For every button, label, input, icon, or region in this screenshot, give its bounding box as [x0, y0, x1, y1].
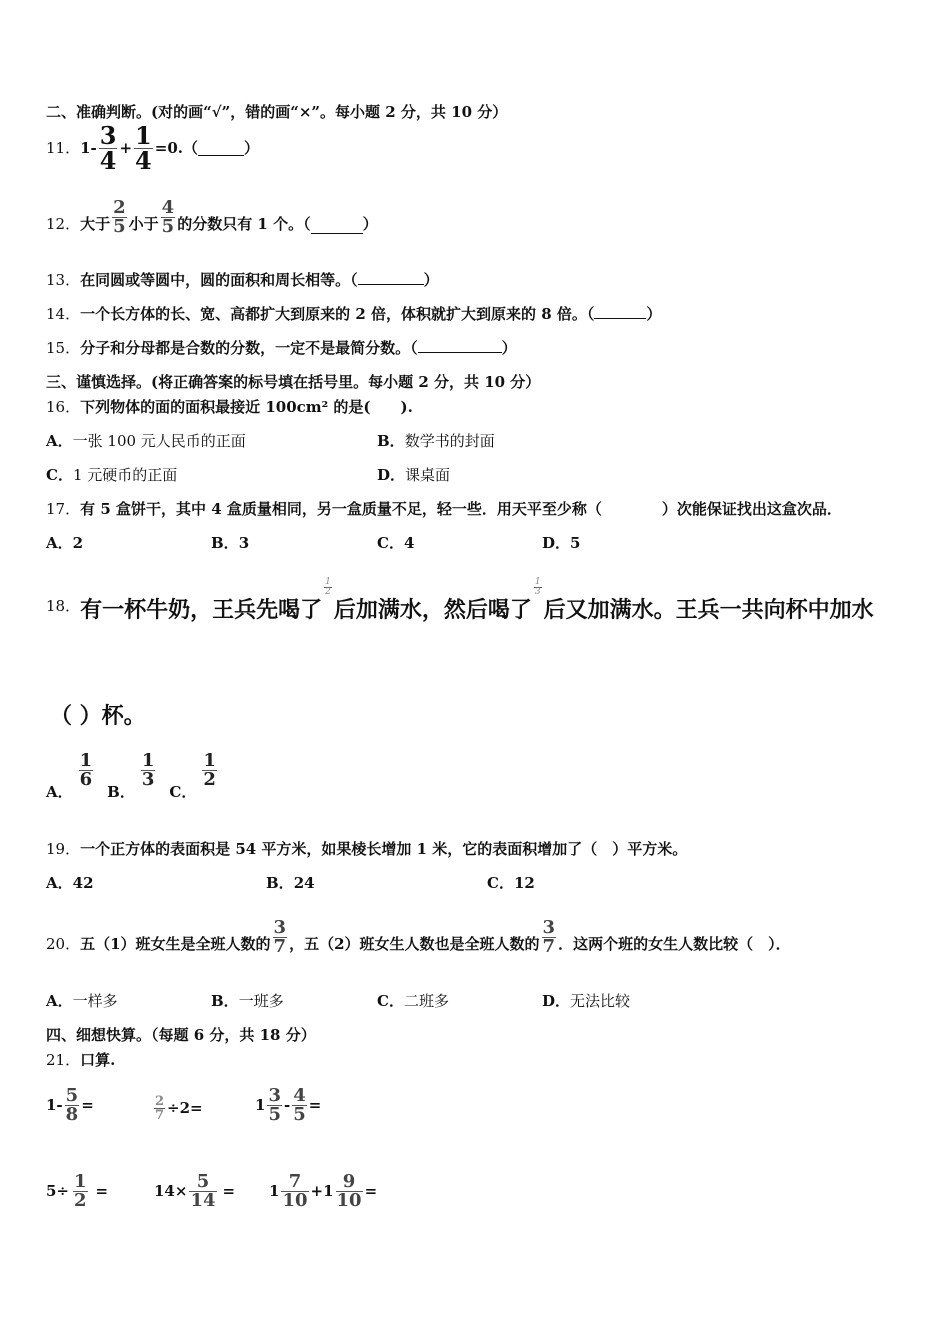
question-number: 20． — [46, 935, 81, 953]
q17-option-b[interactable]: B．3 — [211, 534, 250, 552]
q16-option-b[interactable]: B．数学书的封面 — [377, 432, 495, 450]
question-18-line2: （ ）杯。 — [50, 703, 146, 729]
text: 大于 — [80, 215, 111, 233]
question-number: 21． — [46, 1051, 81, 1069]
section-3-title: 三、谨慎选择。(将正确答案的标号填在括号里。每小题 2 分，共 10 分） — [46, 373, 541, 391]
close-paren: ） — [501, 339, 517, 357]
text: 五（1）班女生是全班人数的 — [80, 935, 271, 953]
text: 的分数只有 1 个。（ — [177, 215, 311, 233]
question-number: 18． — [46, 597, 81, 615]
question-text: 在同圆或等圆中，圆的面积和周长相等。（ — [80, 271, 358, 289]
close-paren: ） — [423, 271, 439, 289]
text: 5÷ — [46, 1182, 70, 1200]
question-16 — [46, 397, 413, 417]
fraction: $\frac{2}{7}$ — [155, 1093, 165, 1123]
calc-6 — [269, 1166, 377, 1216]
text: +1 — [310, 1182, 334, 1200]
q18-options — [46, 752, 217, 802]
calc-2 — [152, 1086, 203, 1130]
fraction: $\frac{5}{8}$ — [65, 1084, 79, 1125]
question-11 — [46, 120, 259, 175]
q16-option-d[interactable]: D．课桌面 — [377, 466, 451, 484]
q19-option-b[interactable]: B．24 — [266, 874, 315, 892]
fraction: $\frac{4}{5}$ — [293, 1084, 306, 1125]
text: 有一杯牛奶，王兵先喝了 — [80, 597, 323, 623]
calc-4 — [46, 1166, 108, 1216]
text: = — [308, 1096, 322, 1114]
fraction: $\frac{4}{5}$ — [161, 197, 175, 237]
fraction: $\frac{2}{5}$ — [113, 197, 126, 237]
question-20 — [46, 906, 791, 957]
fraction: $\frac{7}{10}$ — [282, 1170, 308, 1211]
calc-5 — [154, 1166, 235, 1216]
expr-suffix: =0.（ — [154, 139, 198, 157]
q20-option-d[interactable]: D．无法比较 — [542, 992, 631, 1010]
text: 14× — [154, 1182, 188, 1200]
question-14 — [46, 304, 661, 324]
text: 后加满水，然后喝了 — [333, 597, 532, 623]
fraction: $\frac{1}{2}$ — [325, 577, 331, 597]
close-paren: ） — [362, 215, 378, 233]
answer-blank[interactable] — [198, 141, 244, 156]
calc-3 — [255, 1080, 321, 1130]
q19-option-a[interactable]: A．42 — [46, 874, 94, 892]
q19-option-c[interactable]: C．12 — [487, 874, 535, 892]
fraction: $\frac{1}{2}$ — [74, 1170, 87, 1211]
question-number: 13． — [46, 271, 81, 289]
question-number: 16． — [46, 398, 81, 416]
question-number: 14． — [46, 305, 81, 323]
q17-option-c[interactable]: C．4 — [377, 534, 415, 552]
plus-sign: + — [119, 139, 133, 157]
answer-blank[interactable] — [358, 270, 424, 285]
answer-blank[interactable] — [418, 338, 502, 353]
text: ．这两个班的女生人数比较（ ）． — [558, 935, 791, 953]
question-number: 19． — [46, 840, 81, 858]
q18-option-a[interactable]: A． — [46, 783, 73, 801]
section-2-title: 二、准确判断。(对的画“√”，错的画“×”。每小题 2 分，共 10 分） — [46, 103, 508, 121]
fraction: $\frac{3}{4}$ — [99, 120, 117, 175]
question-number: 17． — [46, 500, 81, 518]
question-19 — [46, 839, 687, 859]
fraction: $\frac{1}{4}$ — [135, 120, 152, 175]
fraction: $\frac{1}{3}$ — [141, 750, 155, 790]
fraction: $\frac{9}{10}$ — [336, 1170, 362, 1211]
text: 小于 — [128, 215, 159, 233]
question-number: 12． — [46, 215, 81, 233]
text: ，五（2）班女生人数也是全班人数的 — [289, 935, 540, 953]
fraction: $\frac{5}{14}$ — [190, 1170, 216, 1211]
text: 1 — [269, 1182, 280, 1200]
question-13 — [46, 270, 439, 290]
q16-option-c[interactable]: C．1 元硬币的正面 — [46, 466, 178, 484]
question-text: 下列物体的面的面积最接近 100cm² 的是( ). — [80, 398, 413, 416]
fraction: $\frac{1}{2}$ — [203, 750, 216, 790]
question-12 — [46, 184, 378, 237]
text: ÷2= — [167, 1099, 203, 1117]
fraction: $\frac{3}{7}$ — [542, 917, 556, 957]
fraction: $\frac{3}{7}$ — [273, 917, 287, 957]
answer-blank[interactable] — [594, 304, 646, 319]
text: = — [222, 1182, 236, 1200]
section-4-title: 四、细想快算。（每题 6 分，共 18 分） — [46, 1026, 316, 1044]
text: 1- — [46, 1096, 63, 1114]
question-number: 15． — [46, 339, 81, 357]
fraction: $\frac{3}{5}$ — [268, 1084, 281, 1125]
q17-option-d[interactable]: D．5 — [542, 534, 581, 552]
fraction: $\frac{1}{6}$ — [79, 750, 93, 790]
answer-blank[interactable] — [311, 219, 363, 234]
question-text: 一个正方体的表面积是 54 平方米，如果棱长增加 1 米，它的表面积增加了（ ）平方米。 — [80, 840, 688, 858]
question-21 — [46, 1050, 115, 1070]
fraction: $\frac{1}{3}$ — [534, 577, 541, 597]
question-text: 口算. — [80, 1051, 116, 1069]
text: - — [283, 1096, 291, 1114]
calc-1 — [46, 1080, 94, 1130]
question-text: 分子和分母都是合数的分数，一定不是最简分数。（ — [80, 339, 418, 357]
question-text: 一个长方体的长、宽、高都扩大到原来的 2 倍，体积就扩大到原来的 8 倍。（ — [80, 305, 595, 323]
q16-option-a[interactable]: A．一张 100 元人民币的正面 — [46, 432, 246, 450]
q20-option-b[interactable]: B．一班多 — [211, 992, 284, 1010]
text: = — [364, 1182, 378, 1200]
close-paren: ） — [243, 139, 259, 157]
text: = — [95, 1182, 109, 1200]
q18-option-b[interactable]: B． — [107, 783, 135, 801]
question-text: 有 5 盒饼干，其中 4 盒质量相同，另一盒质量不足，轻一些．用天平至少称（ ）次能保证找出这盒次品． — [80, 500, 842, 518]
close-paren: ） — [646, 305, 662, 323]
q17-option-a[interactable]: A．2 — [46, 534, 84, 552]
q18-option-c[interactable]: C． — [169, 783, 197, 801]
q20-option-c[interactable]: C．二班多 — [377, 992, 449, 1010]
question-15 — [46, 338, 517, 358]
question-18 — [46, 576, 874, 623]
q20-option-a[interactable]: A．一样多 — [46, 992, 118, 1010]
text: = — [81, 1096, 94, 1114]
question-17 — [46, 499, 842, 519]
text: 1 — [255, 1096, 266, 1114]
expr-prefix: 1- — [80, 139, 97, 157]
text: 后又加满水。王兵一共向杯中加水 — [543, 597, 874, 623]
question-number: 11． — [46, 139, 81, 157]
